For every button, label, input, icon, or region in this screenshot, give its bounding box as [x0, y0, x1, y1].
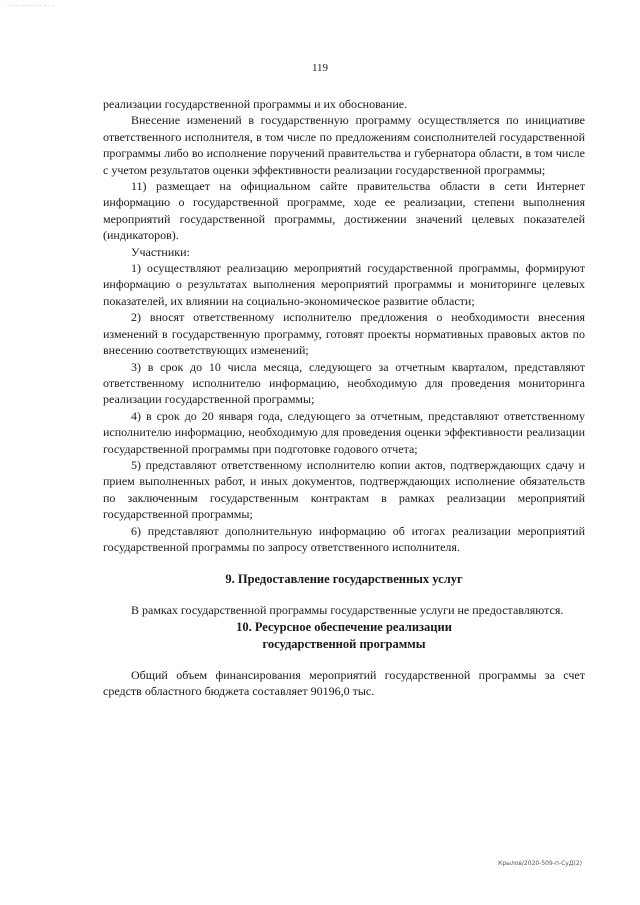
paragraph: реализации государственной программы и их обоснование.	[103, 97, 408, 111]
paragraph: 5) представляют ответственному исполнителю копии актов, подтверждающих сдачу и прием выполненных работ, и иных документов, подтверждающих исполнение обязательств по заключенным государственным контрактам в рамках реализации мероприятий государственной программы;	[103, 457, 585, 522]
paragraph: 1) осуществляют реализацию мероприятий государственной программы, формируют информацию о результатах выполнения мероприятий программы и мониторинге целевых показателей, их влиянии на социально-экономическое развитие области;	[103, 261, 585, 308]
scan-stamp: · ·· ·· ·········· ··· ·	[4, 3, 55, 9]
paragraph: 11) размещает на официальном сайте правительства области в сети Интернет информацию о государственной программе, ходе ее реализации, степени выполнения мероприятий государственной программы, достижении значений целевых показателей (индикаторов).	[103, 179, 585, 243]
page-number: 119	[311, 62, 329, 74]
paragraph: 2) вносят ответственному исполнителю предложения о необходимости внесения изменений в государственную программу, готовят проекты нормативных правовых актов по внесению соответствующих изменений;	[103, 310, 585, 358]
paragraph: Участники:	[131, 244, 190, 259]
paragraph: Внесение изменений в государственную программу осуществляется по инициативе ответственного исполнителя, в том числе по предложениям соисполнителей государственной программы либо во исполнение поручений правительства и губернатора области, в том числе с учетом результатов оценки эффективности реализации государственной программы;	[103, 113, 585, 177]
document-code: Крылов/2020-509-п-СуД(2)	[498, 860, 582, 867]
paragraph: 6) представляют дополнительную информацию об итогах реализации мероприятий государственной программы по запросу ответственного исполнителя.	[103, 523, 585, 554]
paragraph: 3) в срок до 10 числа месяца, следующего за отчетным кварталом, представляют ответственному исполнителю информацию, необходимую для проведения мониторинга реализации государственной программы;	[103, 359, 585, 407]
section-9-text: В рамках государственной программы государственные услуги не предоставляются.	[131, 603, 564, 618]
paragraph: 4) в срок до 20 января года, следующего за отчетным, представляют ответственному исполнителю информацию, необходимую для проведения оценки эффективности реализации государственной программы при подготовке годового отчета;	[103, 408, 585, 456]
section-9-heading: 9. Предоставление государственных услуг	[225, 572, 463, 587]
section-10-text: Общий объем финансирования мероприятий государственной программы за счет средств областного бюджета составляет 90196,0 тыс.	[103, 667, 585, 699]
section-10-heading-line1: 10. Ресурсное обеспечение реализации	[236, 619, 452, 634]
section-10-heading-line2: государственной программы	[262, 636, 426, 651]
document-body	[103, 96, 585, 700]
